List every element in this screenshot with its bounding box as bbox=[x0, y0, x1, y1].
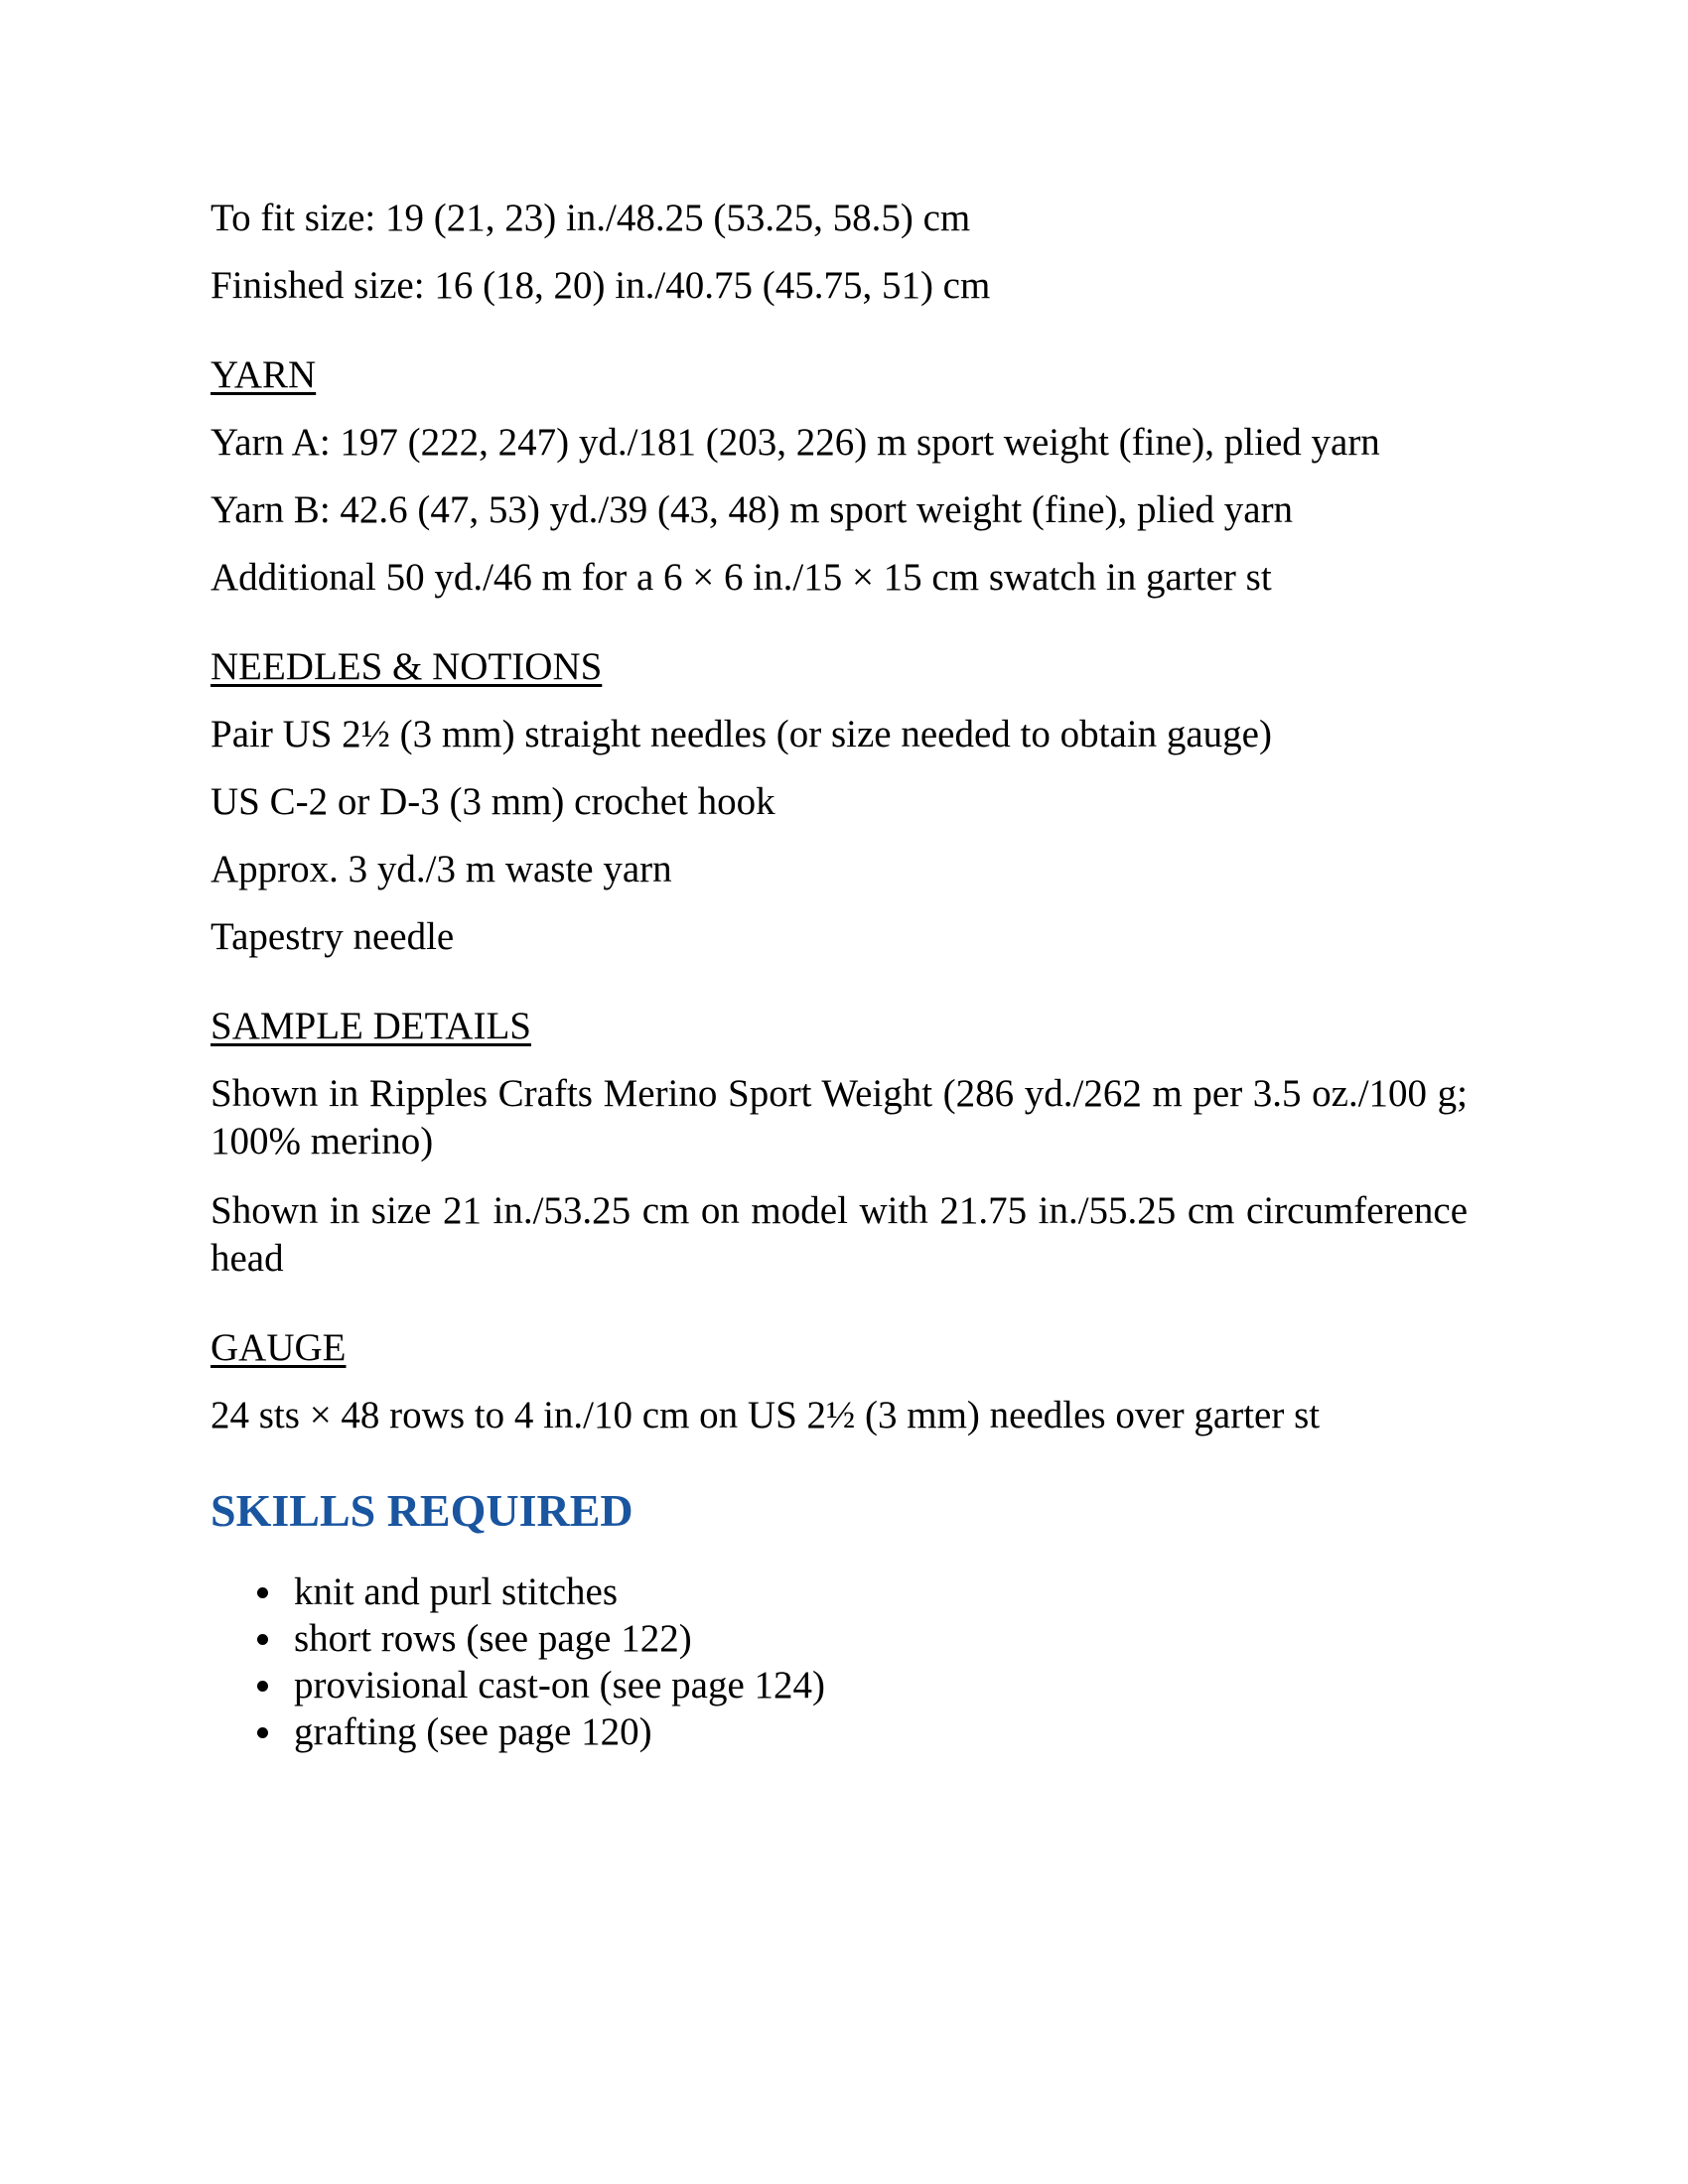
fit-size: To fit size: 19 (21, 23) in./48.25 (53.25, 58.5) cm bbox=[211, 197, 971, 239]
skill-text: grafting (see page 120) bbox=[294, 1710, 652, 1753]
skill-text: provisional cast-on (see page 124) bbox=[294, 1664, 825, 1706]
crochet-hook: US C-2 or D-3 (3 mm) crochet hook bbox=[211, 780, 775, 823]
pattern-page bbox=[211, 195, 1468, 1755]
sample-heading: SAMPLE DETAILS bbox=[211, 1005, 531, 1047]
bullet-icon bbox=[257, 1727, 268, 1738]
waste-yarn: Approx. 3 yd./3 m waste yarn bbox=[211, 848, 672, 890]
gauge-line: 24 sts × 48 rows to 4 in./10 cm on US 2½ (3 mm) needles over garter st bbox=[211, 1394, 1321, 1436]
list-item bbox=[211, 1615, 1468, 1662]
sample-size: Shown in size 21 in./53.25 cm on model with 21.75 in./55.25 cm circumference head bbox=[211, 1189, 1468, 1280]
bullet-icon bbox=[257, 1634, 268, 1645]
bullet-icon bbox=[257, 1587, 268, 1598]
yarn-additional: Additional 50 yd./46 m for a 6 × 6 in./15 × 15 cm swatch in garter st bbox=[211, 556, 1272, 599]
list-item bbox=[211, 1662, 1468, 1708]
needles-straight: Pair US 2½ (3 mm) straight needles (or size needed to obtain gauge) bbox=[211, 713, 1272, 755]
sample-yarn: Shown in Ripples Crafts Merino Sport Weight (286 yd./262 m per 3.5 oz./100 g; 100% merino) bbox=[211, 1072, 1468, 1162]
finished-size: Finished size: 16 (18, 20) in./40.75 (45.75, 51) cm bbox=[211, 264, 991, 307]
yarn-heading: YARN bbox=[211, 353, 317, 396]
tapestry-needle: Tapestry needle bbox=[211, 915, 455, 958]
skills-list bbox=[211, 1569, 1468, 1755]
bullet-icon bbox=[257, 1681, 268, 1692]
needles-heading: NEEDLES & NOTIONS bbox=[211, 645, 603, 688]
yarn-b: Yarn B: 42.6 (47, 53) yd./39 (43, 48) m sport weight (fine), plied yarn bbox=[211, 488, 1294, 531]
list-item bbox=[211, 1569, 1468, 1615]
yarn-a: Yarn A: 197 (222, 247) yd./181 (203, 226) m sport weight (fine), plied yarn bbox=[211, 421, 1380, 464]
list-item bbox=[211, 1708, 1468, 1755]
gauge-heading: GAUGE bbox=[211, 1326, 347, 1369]
skills-heading: SKILLS REQUIRED bbox=[211, 1485, 633, 1536]
skill-text: knit and purl stitches bbox=[294, 1570, 619, 1613]
skill-text: short rows (see page 122) bbox=[294, 1617, 692, 1660]
